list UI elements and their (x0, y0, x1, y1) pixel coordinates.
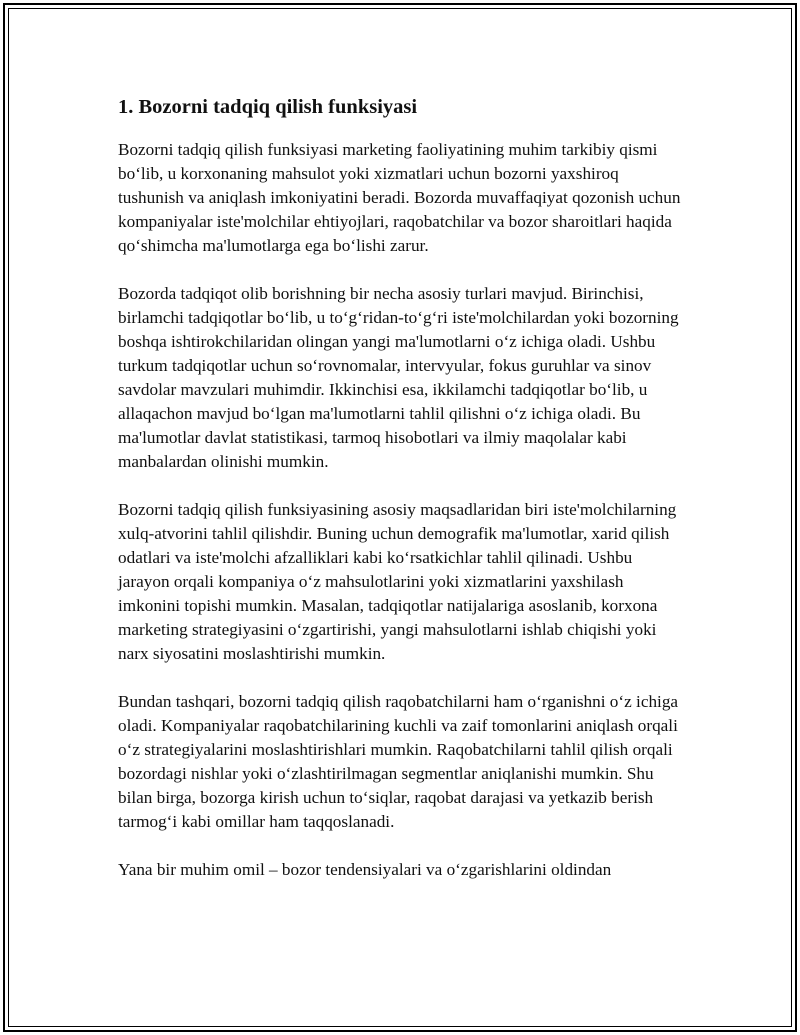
paragraph-competitors: Bundan tashqari, bozorni tadqiq qilish raqobatchilarni ham o‘rganishni o‘z ichiga oladi. Kompaniyalar raqobatchilarining kuchli va zaif tomonlarini aniqlash orqali o‘z strategiyalarini moslashtirishlari mumkin. Raqobatchilarni tahlil qilish orqali bozordagi nishlar yoki o‘zlashtirilmagan segmentlar aniqlanishi mumkin. Shu bilan birga, bozorga kirish uchun to‘siqlar, raqobat darajasi va yetkazib berish tarmog‘i kabi omillar ham taqqoslanadi. (118, 692, 679, 831)
document-page (118, 93, 688, 906)
paragraph-trends: Yana bir muhim omil – bozor tendensiyalari va o‘zgarishlarini oldindan (118, 860, 612, 879)
paragraph-intro: Bozorni tadqiq qilish funksiyasi marketing faoliyatining muhim tarkibiy qismi bo‘lib, u korxonaning mahsulot yoki xizmatlari uchun bozorni yaxshiroq tushunish va aniqlash imkoniyatini beradi. Bozorda muvaffaqiyat qozonish uchun kompaniyalar iste'molchilar ehtiyojlari, raqobatchilar va bozor sharoitlari haqida qo‘shimcha ma'lumotlarga ega bo‘lishi zarur. (118, 140, 681, 255)
paragraph-research-types: Bozorda tadqiqot olib borishning bir necha asosiy turlari mavjud. Birinchisi, birlamchi tadqiqotlar bo‘lib, u to‘g‘ridan-to‘g‘ri iste'molchilardan yoki bozorning boshqa ishtirokchilaridan olingan yangi ma'lumotlarni o‘z ichiga oladi. Ushbu turkum tadqiqotlar uchun so‘rovnomalar, intervyular, fokus guruhlar va sinov savdolar mavzulari muhimdir. Ikkinchisi esa, ikkilamchi tadqiqotlar bo‘lib, u allaqachon mavjud bo‘lgan ma'lumotlarni tahlil qilishni o‘z ichiga oladi. Bu ma'lumotlar davlat statistikasi, tarmoq hisobotlari va ilmiy maqolalar kabi manbalardan olinishi mumkin. (118, 284, 679, 471)
section-heading: 1. Bozorni tadqiq qilish funksiyasi (118, 96, 418, 118)
paragraph-consumer-behavior: Bozorni tadqiq qilish funksiyasining asosiy maqsadlaridan biri iste'molchilarning xulq-atvorini tahlil qilishdir. Buning uchun demografik ma'lumotlar, xarid qilish odatlari va iste'molchi afzalliklari kabi ko‘rsatkichlar tahlil qilinadi. Ushbu jarayon orqali kompaniya o‘z mahsulotlarini yoki xizmatlarini yaxshilash imkonini topishi mumkin. Masalan, tadqiqotlar natijalariga asoslanib, korxona marketing strategiyasini o‘zgartirishi, yangi mahsulotlarni ishlab chiqishi yoki narx siyosatini moslashtirishi mumkin. (118, 500, 677, 663)
